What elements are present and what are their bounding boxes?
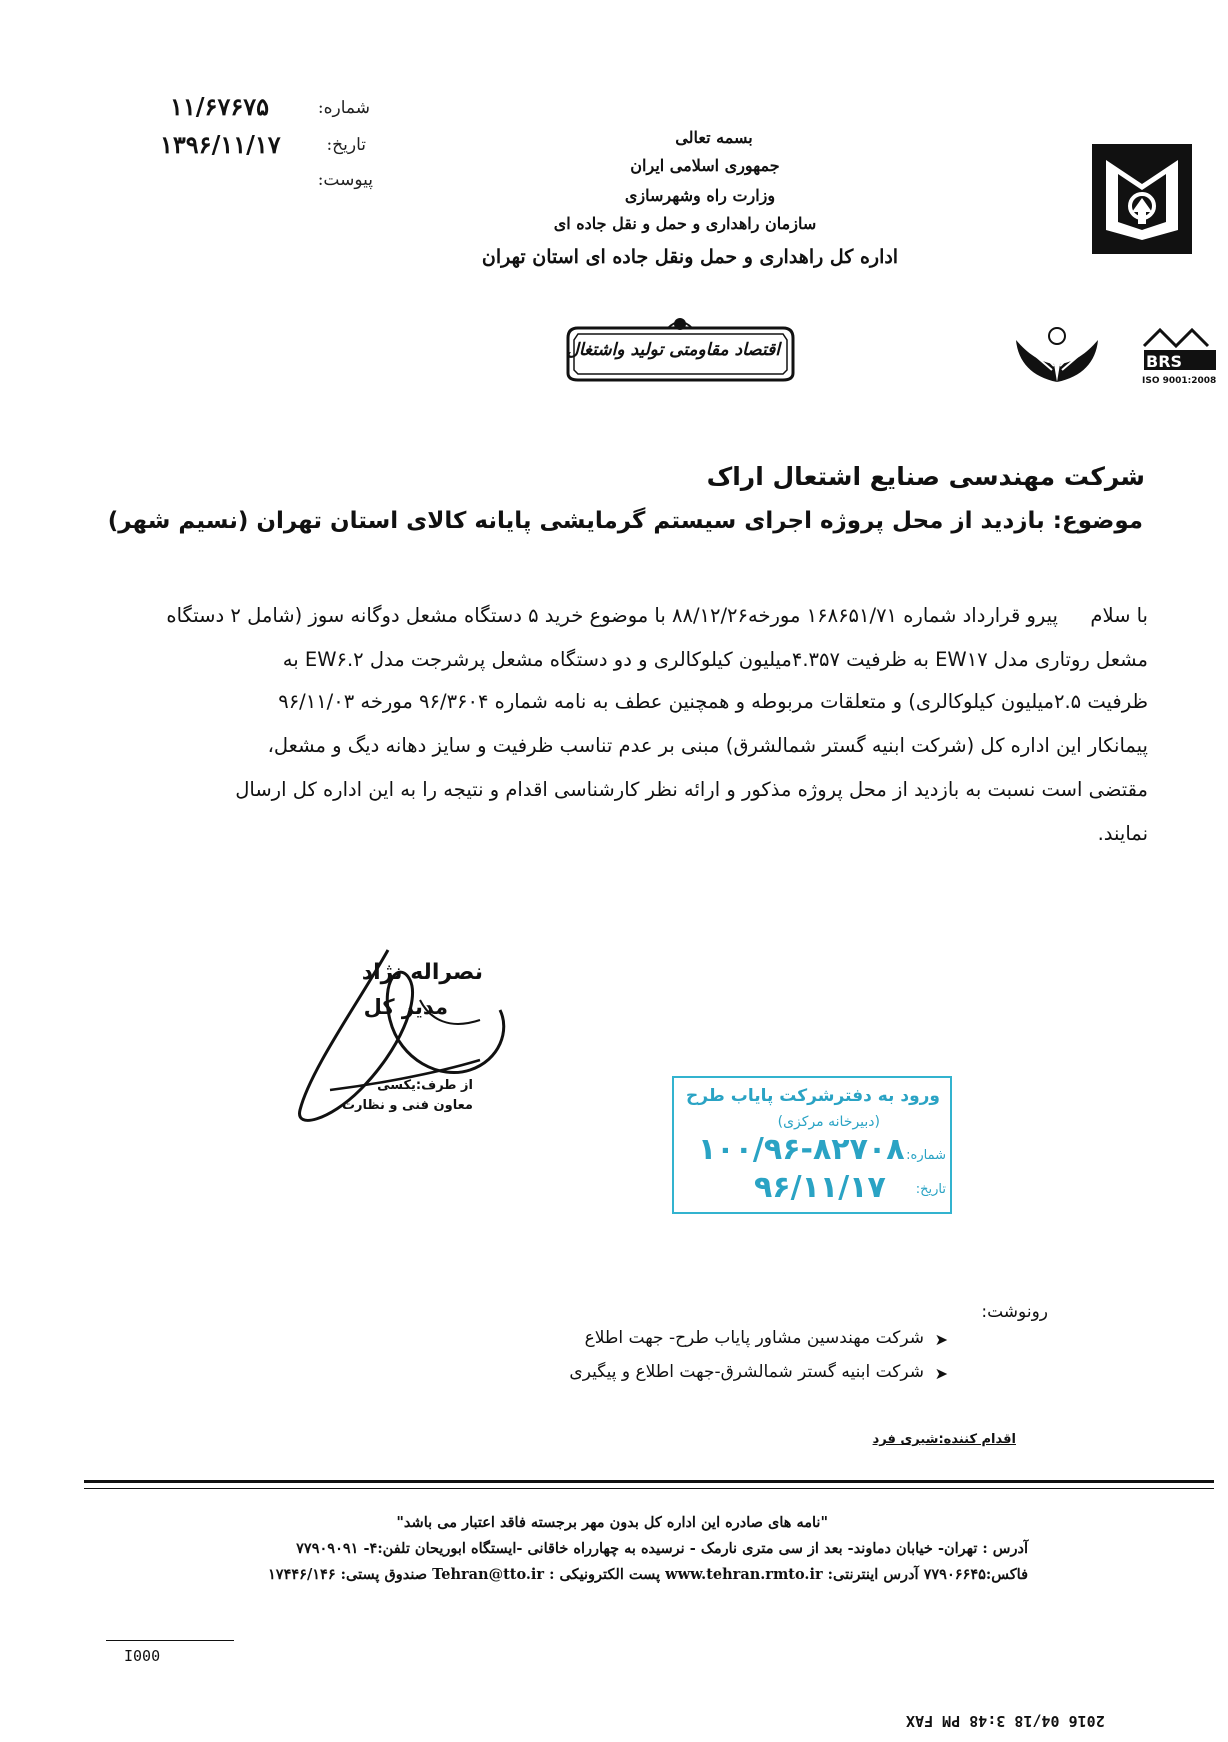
slogan-plaque xyxy=(558,318,803,388)
stamp-date-value: ۹۶/۱۱/۱۷ xyxy=(754,1170,886,1205)
brs-label: BRS xyxy=(1146,352,1183,371)
cc-item-1-text: شرکت مهندسین مشاور پایاب طرح- جهت اطلاع xyxy=(584,1328,924,1348)
stamp-date-label: تاریخ: xyxy=(915,1182,946,1197)
signer-title: مدیر کل xyxy=(363,995,448,1019)
stamp-subtitle: (دبیرخانه مرکزی) xyxy=(777,1114,880,1130)
signer-name: نصراله نژاد xyxy=(361,960,483,985)
footer-rule-top xyxy=(84,1480,1214,1483)
date-value: ۱۳۹۶/۱۱/۱۷ xyxy=(160,130,281,159)
recipient-name: شرکت مهندسی صنایع اشتعال اراک xyxy=(706,462,1145,491)
cc-arrow-icon: ➤ xyxy=(934,1364,948,1383)
basmala: بسمه تعالی xyxy=(675,128,753,147)
address-line: آدرس : تهران- خیابان دماوند- بعد از سی متری نارمک - نرسیده به چهارراه خاقانی -ایستگاه ابوریحان تلفن:۴- ۷۷۹۰۹۰۹۱ xyxy=(296,1540,1028,1557)
ministry-name: وزارت راه وشهرسازی xyxy=(624,186,776,205)
cc-item-2-text: شرکت ابنیه گستر شمالشرق-جهت اطلاع و پیگیری xyxy=(569,1362,924,1382)
stamp-number-label: شماره: xyxy=(906,1148,946,1163)
on-behalf-label: از طرف:یکسی xyxy=(377,1078,473,1093)
date-label: تاریخ: xyxy=(326,135,366,155)
contact-line: فاکس:۷۷۹۰۶۶۴۵ آدرس اینترنتی: www.tehran.rmto.ir پست الکترونیکی : Tehran@tto.ir صندوق پستی: ۱۷۴۴۶/۱۴۶ xyxy=(268,1566,1028,1583)
deputy-label: معاون فنی و نظارت xyxy=(341,1098,473,1113)
body-line-4: پیمانکار این اداره کل (شرکت ابنیه گستر شمالشرق) مبنی بر عدم تناسب ظرفیت و سایز دهانه دیگ و مشعل، xyxy=(267,734,1148,757)
entry-stamp xyxy=(672,1076,952,1214)
iso-label: ISO 9001:2008 xyxy=(1142,376,1217,386)
stamp-title: ورود به دفترشرکت پایاب طرح xyxy=(685,1086,940,1106)
body-line-1: پیرو قرارداد شماره ۱۶۸۶۵۱/۷۱ مورخه۸۸/۱۲/۲۶ با موضوع خرید ۵ دستگاه مشعل دوگانه سوز (شامل ۲ دستگاه xyxy=(166,604,1058,627)
validity-note: "نامه های صادره این اداره کل بدون مهر برجسته فاقد اعتبار می باشد" xyxy=(396,1514,828,1531)
wings-certification-icon xyxy=(1012,322,1102,392)
action-by: اقدام کننده:شیری فرد xyxy=(872,1432,1016,1447)
cc-label: رونوشت: xyxy=(981,1302,1048,1322)
body-line-6: نمایند. xyxy=(1097,822,1148,845)
department-name: اداره کل راهداری و حمل ونقل جاده ای استان تهران xyxy=(481,246,899,268)
organization-name: سازمان راهداری و حمل و نقل جاده ای xyxy=(553,214,817,233)
stamp-number-value: ۱۰۰/۹۶-۸۲۷۰۸ xyxy=(698,1132,905,1167)
number-value: ۱۱/۶۷۶۷۵ xyxy=(170,92,269,121)
attachment-label: پیوست: xyxy=(317,170,373,190)
number-label: شماره: xyxy=(317,98,370,118)
page-marker-rule xyxy=(106,1640,234,1641)
footer-rule-bottom xyxy=(84,1488,1214,1489)
emblem-logo xyxy=(1088,140,1198,260)
brs-badge xyxy=(1142,326,1218,406)
body-line-2: مشعل روتاری مدل EW۱۷ به ظرفیت ۴.۳۵۷میلیون کیلوکالری و دو دستگاه مشعل پرشرجت مدل EW۶.۲ به xyxy=(282,648,1148,671)
fax-stamp: 2016 04/18 3:48 PM FAX xyxy=(906,1712,1105,1730)
slogan-text: اقتصاد مقاومتی تولید واشتغال xyxy=(566,340,780,360)
letter-subject: موضوع: بازدید از محل پروژه اجرای سیستم گرمایشی پایانه کالای استان تهران (نسیم شهر) xyxy=(107,508,1143,534)
body-line-3: ظرفیت ۲.۵میلیون کیلوکالری) و متعلقات مربوطه و همچنین عطف به نامه شماره ۹۶/۳۶۰۴ مورخه ۹۶/۱۱/۰۳ xyxy=(278,690,1148,713)
greeting: با سلام xyxy=(1090,604,1148,627)
body-line-5: مقتضی است نسبت به بازدید از محل پروژه مذکور و ارائه نظر کارشناسی اقدام و نتیجه را به این اداره کل ارسال xyxy=(235,778,1148,801)
country-name: جمهوری اسلامی ایران xyxy=(630,156,780,175)
cc-arrow-icon: ➤ xyxy=(934,1330,948,1349)
page-marker: I000 xyxy=(124,1646,161,1664)
